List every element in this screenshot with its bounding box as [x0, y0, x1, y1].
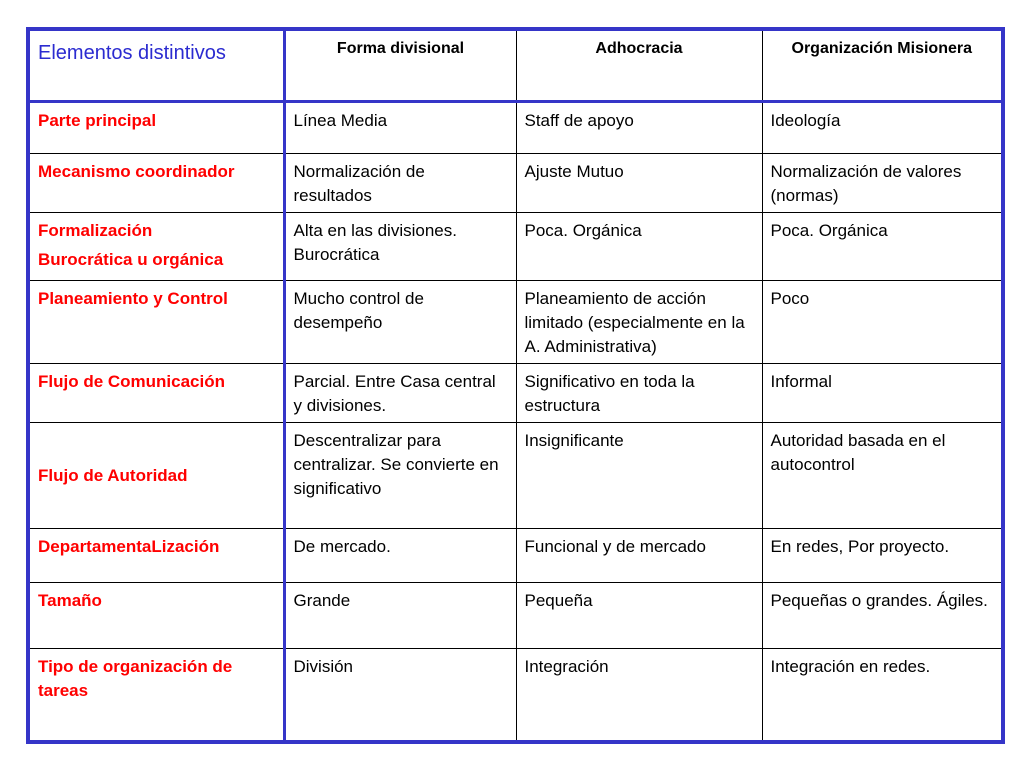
table-row: [30, 153, 1001, 212]
table-row: [30, 363, 1001, 422]
table-cell: Insignificante: [516, 422, 762, 528]
table-cell: Significativo en toda la estructura: [516, 363, 762, 422]
table-cell: Funcional y de mercado: [516, 528, 762, 582]
row-label-flujo-de-comunicacion: Flujo de Comunicación: [30, 363, 284, 422]
table-cell: Grande: [284, 582, 516, 648]
table-cell: Autoridad basada en el autocontrol: [762, 422, 1001, 528]
column-header-adhocracia: Adhocracia: [516, 31, 762, 101]
row-label-flujo-de-autoridad: Flujo de Autoridad: [30, 422, 284, 528]
row-label-departamentalizacion: DepartamentaLización: [30, 528, 284, 582]
column-header-forma-divisional: Forma divisional: [284, 31, 516, 101]
table-cell: Informal: [762, 363, 1001, 422]
table-row: [30, 582, 1001, 648]
row-label-mecanismo-coordinador: Mecanismo coordinador: [30, 153, 284, 212]
row-label-planeamiento-y-control: Planeamiento y Control: [30, 280, 284, 363]
table-row: [30, 528, 1001, 582]
table-cell: Poca. Orgánica: [762, 212, 1001, 280]
column-header-organizacion-misionera: Organización Misionera: [762, 31, 1001, 101]
table-cell: Poca. Orgánica: [516, 212, 762, 280]
table-cell: Normalización de resultados: [284, 153, 516, 212]
table-cell: Parcial. Entre Casa central y divisiones.: [284, 363, 516, 422]
table-row: [30, 101, 1001, 153]
table-cell: Línea Media: [284, 101, 516, 153]
table-cell: Alta en las divisiones. Burocrática: [284, 212, 516, 280]
table-cell: Planeamiento de acción limitado (especialmente en la A. Administrativa): [516, 280, 762, 363]
row-label-tipo-de-organizacion-de-tareas: Tipo de organización de tareas: [30, 648, 284, 740]
table-row: [30, 422, 1001, 528]
table-cell: Ideología: [762, 101, 1001, 153]
row-label-tamano: Tamaño: [30, 582, 284, 648]
table-cell: Integración en redes.: [762, 648, 1001, 740]
row-label-parte-principal: Parte principal: [30, 101, 284, 153]
table-cell: Integración: [516, 648, 762, 740]
table-cell: Staff de apoyo: [516, 101, 762, 153]
table-cell: Normalización de valores (normas): [762, 153, 1001, 212]
row-label-line1: Formalización: [38, 220, 153, 240]
table-row: [30, 212, 1001, 280]
table-cell: Ajuste Mutuo: [516, 153, 762, 212]
comparison-table-frame: [26, 27, 1005, 744]
table-cell: Pequeña: [516, 582, 762, 648]
row-label-line2: Burocrática u orgánica: [38, 249, 224, 269]
table-header-row: [30, 31, 1001, 101]
table-cell: Poco: [762, 280, 1001, 363]
row-label-formalizacion: [30, 212, 284, 280]
table-row: [30, 280, 1001, 363]
table-cell: Descentralizar para centralizar. Se convierte en significativo: [284, 422, 516, 528]
corner-header: Elementos distintivos: [30, 31, 284, 101]
comparison-table: [30, 31, 1001, 740]
table-cell: Pequeñas o grandes. Ágiles.: [762, 582, 1001, 648]
table-cell: De mercado.: [284, 528, 516, 582]
table-cell: Mucho control de desempeño: [284, 280, 516, 363]
table-row: [30, 648, 1001, 740]
table-cell: División: [284, 648, 516, 740]
table-cell: En redes, Por proyecto.: [762, 528, 1001, 582]
